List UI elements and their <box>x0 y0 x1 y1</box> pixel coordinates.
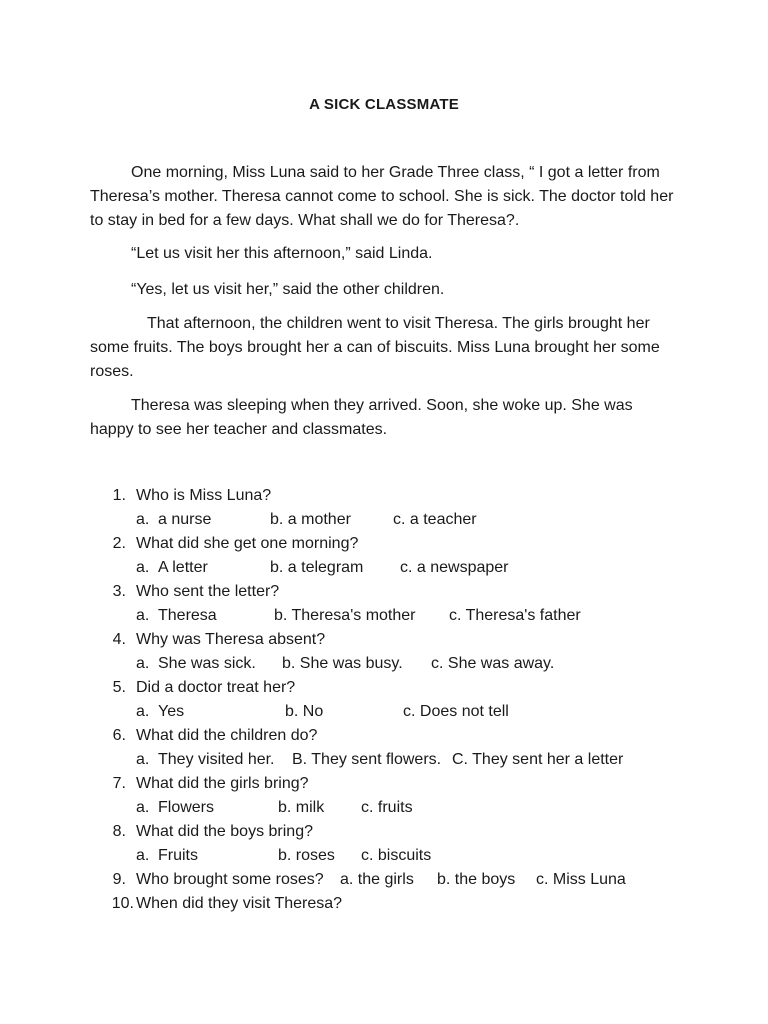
option-marker: a. <box>136 655 150 672</box>
option-a: Fruits <box>158 847 198 864</box>
question-number: 7. <box>112 775 126 792</box>
option-c: c. a teacher <box>393 511 477 528</box>
option-marker: a. <box>136 847 150 864</box>
question-text: Why was Theresa absent? <box>136 631 326 648</box>
option-c: C. They sent her a letter <box>452 751 624 768</box>
question-number: 4. <box>112 631 126 648</box>
answer-options-6 <box>0 748 768 772</box>
question-number: 6. <box>112 727 126 744</box>
option-a: a nurse <box>158 511 212 528</box>
question-5 <box>0 676 768 700</box>
option-c: c. She was away. <box>431 655 555 672</box>
question-number: 10. <box>111 895 134 912</box>
option-b: b. Theresa's mother <box>274 607 416 624</box>
option-a: Theresa <box>158 607 217 624</box>
option-c: c. a newspaper <box>400 559 509 576</box>
option-a: Yes <box>158 703 185 720</box>
option-c: c. fruits <box>361 799 413 816</box>
question-text: Did a doctor treat her? <box>136 679 296 696</box>
question-8 <box>0 820 768 844</box>
question-2 <box>0 532 768 556</box>
option-marker: a. <box>136 559 150 576</box>
question-6 <box>0 724 768 748</box>
option-a: A letter <box>158 559 208 576</box>
option-b: b. a telegram <box>270 559 364 576</box>
answer-options-3 <box>0 604 768 628</box>
question-number: 1. <box>112 487 126 504</box>
question-4 <box>0 628 768 652</box>
option-marker: a. <box>136 511 150 528</box>
question-10 <box>0 892 768 916</box>
option-b: b. a mother <box>270 511 351 528</box>
option-c: c. Miss Luna <box>536 871 626 888</box>
paragraph-2: “Let us visit her this afternoon,” said Linda. <box>131 245 433 262</box>
option-marker: a. <box>136 607 150 624</box>
question-number: 2. <box>112 535 126 552</box>
answer-options-5 <box>0 700 768 724</box>
paragraph-1: One morning, Miss Luna said to her Grade Three class, “ I got a letter from Theresa’s mother. Theresa cannot come to school. She is sick. The doctor told her to stay in bed for a few days. What shall we do for Theresa?. <box>90 164 674 229</box>
question-7 <box>0 772 768 796</box>
question-3 <box>0 580 768 604</box>
option-b: b. No <box>285 703 324 720</box>
answer-options-8 <box>0 844 768 868</box>
question-number: 8. <box>112 823 126 840</box>
option-b: b. the boys <box>437 871 516 888</box>
option-marker: a. <box>136 703 150 720</box>
option-b: b. roses <box>278 847 335 864</box>
answer-options-4 <box>0 652 768 676</box>
option-c: c. Does not tell <box>403 703 509 720</box>
option-c: c. Theresa's father <box>449 607 581 624</box>
option-b: b. She was busy. <box>282 655 403 672</box>
question-text: What did the boys bring? <box>136 823 313 840</box>
option-a: Flowers <box>158 799 215 816</box>
option-a: She was sick. <box>158 655 256 672</box>
paragraph-5: Theresa was sleeping when they arrived. Soon, she woke up. She was happy to see her teacher and classmates. <box>90 397 633 438</box>
question-text: What did the children do? <box>136 727 318 744</box>
question-number: 3. <box>112 583 126 600</box>
answer-options-7 <box>0 796 768 820</box>
option-a: a. the girls <box>340 871 414 888</box>
answer-options-2 <box>0 556 768 580</box>
option-a: They visited her. <box>158 751 275 768</box>
paragraph-3: “Yes, let us visit her,” said the other children. <box>131 281 445 298</box>
option-marker: a. <box>136 751 150 768</box>
question-9 <box>0 868 768 892</box>
option-marker: a. <box>136 799 150 816</box>
page-title: A SICK CLASSMATE <box>309 96 459 113</box>
option-b: B. They sent flowers. <box>292 751 442 768</box>
question-text: What did she get one morning? <box>136 535 359 552</box>
answer-options-1 <box>0 508 768 532</box>
question-text: What did the girls bring? <box>136 775 309 792</box>
option-b: b. milk <box>278 799 325 816</box>
question-text: Who is Miss Luna? <box>136 487 272 504</box>
question-number: 9. <box>112 871 126 888</box>
option-c: c. biscuits <box>361 847 432 864</box>
question-text: Who sent the letter? <box>136 583 280 600</box>
question-number: 5. <box>112 679 126 696</box>
paragraph-4: That afternoon, the children went to visit Theresa. The girls brought her some fruits. The boys brought her a can of biscuits. Miss Luna brought her some roses. <box>90 315 660 380</box>
question-1 <box>0 484 768 508</box>
question-text: Who brought some roses? <box>136 871 324 888</box>
question-text: When did they visit Theresa? <box>136 895 343 912</box>
